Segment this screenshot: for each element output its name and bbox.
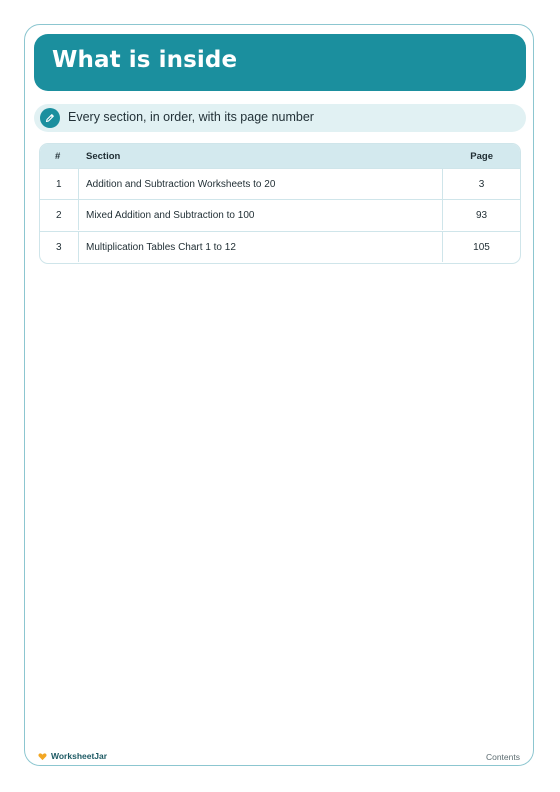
row-section: Mixed Addition and Subtraction to 100 [86,210,255,221]
brand-name: WorksheetJar [51,751,108,761]
pencil-icon [40,108,60,128]
page-frame [24,24,534,766]
row-page: 93 [475,210,488,221]
footer-brand [38,751,107,761]
subtitle-bar [34,104,526,132]
footer-section-label: Contents [485,752,520,762]
table-header [40,144,520,168]
page-title: What is inside [52,47,238,73]
row-page: 105 [473,242,490,253]
table-row [40,168,520,199]
row-page: 3 [478,179,485,190]
row-section: Multiplication Tables Chart 1 to 12 [86,242,236,253]
row-number: 1 [56,179,62,190]
row-number: 2 [56,210,62,221]
title-banner [34,34,526,91]
contents-table [39,143,521,264]
table-row [40,199,520,230]
column-header-page: Page [470,151,493,162]
row-section: Addition and Subtraction Worksheets to 20 [86,179,276,190]
table-row [40,231,520,262]
column-header-number: # [55,151,61,162]
subtitle-text: Every section, in order, with its page number [68,110,314,124]
row-number: 3 [56,242,62,253]
heart-icon [38,752,47,761]
column-header-section: Section [86,151,121,162]
